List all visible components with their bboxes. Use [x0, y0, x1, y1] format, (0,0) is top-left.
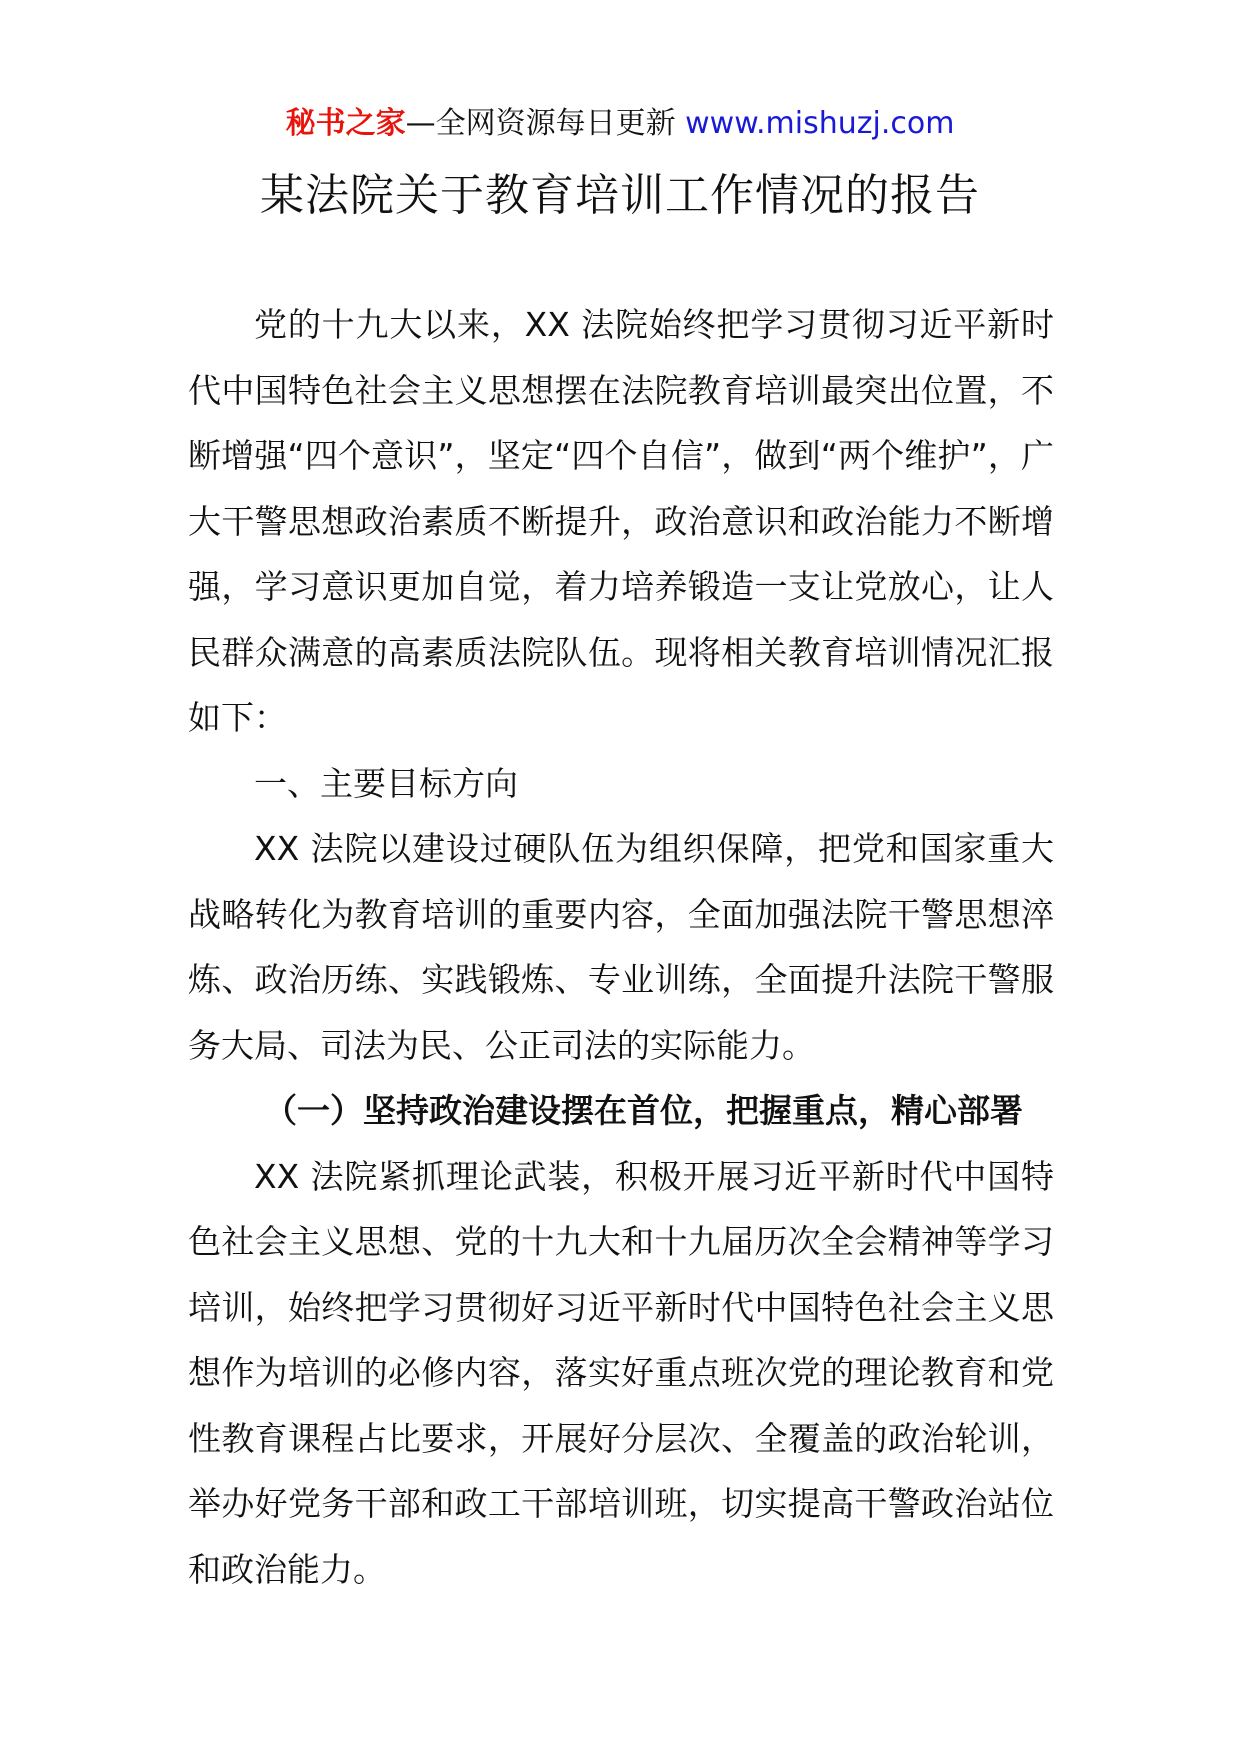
site-brand: 秘书之家 — [285, 106, 406, 141]
document-body — [188, 292, 1054, 1602]
site-url-link[interactable]: www.mishuzj.com — [685, 106, 955, 141]
site-slogan: —全网资源每日更新 — [405, 106, 676, 141]
subsection-heading: （一）坚持政治建设摆在首位，把握重点，精心部署 — [264, 1091, 1023, 1130]
site-header — [0, 102, 1240, 146]
document-title: 某法院关于教育培训工作情况的报告 — [260, 170, 980, 221]
intro-paragraph: 党的十九大以来，XX 法院始终把学习贯彻习近平新时代中国特色社会主义思想摆在法院教育培训最突出位置，不断增强“四个意识”，坚定“四个自信”，做到“两个维护”，广大干警思想政治素质不断提升，政治意识和政治能力不断增强，学习意识更加自觉，着力培养锻造一支让党放心，让人民群众满意的高素质法院队伍。现将相关教育培训情况汇报如下： — [188, 305, 1054, 737]
subsection-paragraph: XX 法院紧抓理论武装，积极开展习近平新时代中国特色社会主义思想、党的十九大和十九届历次全会精神等学习培训，始终把学习贯彻好习近平新时代中国特色社会主义思想作为培训的必修内容，落实好重点班次党的理论教育和党性教育课程占比要求，开展好分层次、全覆盖的政治轮训，举办好党务干部和政工干部培训班，切实提高干警政治站位和政治能力。 — [188, 1156, 1054, 1589]
section-heading: 一、主要目标方向 — [254, 763, 518, 803]
section-paragraph: XX 法院以建设过硬队伍为组织保障，把党和国家重大战略转化为教育培训的重要内容，全面加强法院干警思想淬炼、政治历练、实践锻炼、专业训练，全面提升法院干警服务大局、司法为民、公正司法的实际能力。 — [188, 829, 1054, 1065]
